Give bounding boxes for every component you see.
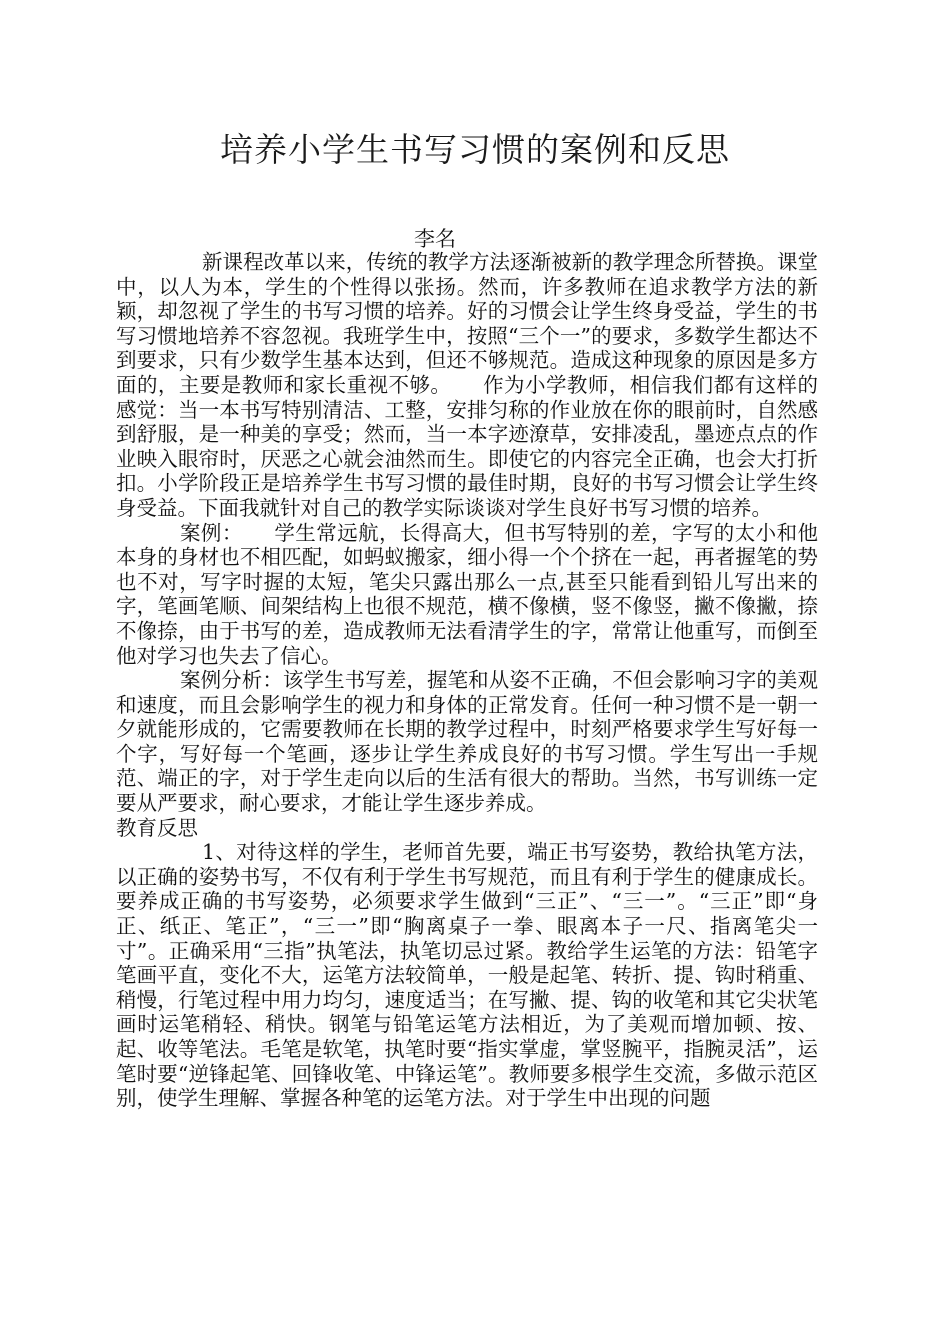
paragraph-reflection-1: 1、对待这样的学生，老师首先要，端正书写姿势，教给执笔方法，以正确的姿势书写，不仅有利于学生书写规范，而且有利于学生的健康成长。要养成正确的书写姿势，必须要求学生做到“三正”、“三一”。“三正”即“身正、纸正、笔正”，“三一”即“胸离桌子一拳、眼离本子一尺、指离笔尖一寸”。正确采用“三指”执笔法，执笔切忌过紧。教给学生运笔的方法：铅笔字笔画平直，变化不大，运笔方法较简单，一般是起笔、转折、提、钩时稍重、稍慢，行笔过程中用力均匀，速度适当；在写撇、提、钩的收笔和其它尖状笔画时运笔稍轻、稍快。钢笔与铅笔运笔方法相近，为了美观而增加顿、按、起、收等笔法。毛笔是软笔，执笔时要“指实掌虚，掌竖腕平，指腕灵活”，运笔时要“逆锋起笔、回锋收笔、中锋运笔”。教师要多根学生交流，多做示范区别，使学生理解、掌握各种笔的运笔方法。对于学生中出现的问题 bbox=[116, 840, 818, 1111]
paragraph-case-analysis: 案例分析：该学生书写差，握笔和从姿不正确，不但会影响习字的美观和速度，而且会影响学生的视力和身体的正常发育。任何一种习惯不是一朝一夕就能形成的，它需要教师在长期的教学过程中，时刻严格要求学生写好每一个字，写好每一个笔画，逐步让学生养成良好的书写习惯。学生写出一手规范、端正的字，对于学生走向以后的生活有很大的帮助。当然，书写训练一定要从严要求，耐心要求，才能让学生逐步养成。 bbox=[116, 668, 818, 816]
document-title: 培养小学生书写习惯的案例和反思 bbox=[220, 130, 730, 169]
section-heading-reflection: 教育反思 bbox=[116, 815, 198, 840]
author-name: 李名 bbox=[414, 227, 456, 251]
document-body bbox=[116, 250, 818, 1111]
paragraph-case: 案例： 学生常远航，长得高大，但书写特别的差，字写的太小和他本身的身材也不相匹配，如蚂蚁搬家，细小得一个个挤在一起，再者握笔的势也不对，写字时握的太短，笔尖只露出那么一点,甚至只能看到铅儿写出来的字，笔画笔顺、间架结构上也很不规范，横不像横，竖不像竖，撇不像撇，捺不像捺，由于书写的差，造成教师无法看清学生的字，常常让他重写，而倒至他对学习也失去了信心。 bbox=[116, 520, 818, 668]
paragraph-intro: 新课程改革以来，传统的教学方法逐渐被新的教学理念所替换。课堂中，以人为本，学生的个性得以张扬。然而，许多教师在追求教学方法的新颖，却忽视了学生的书写习惯的培养。好的习惯会让学生终身受益，学生的书写习惯地培养不容忽视。我班学生中，按照“三个一”的要求，多数学生都达不到要求，只有少数学生基本达到，但还不够规范。造成这种现象的原因是多方面的，主要是教师和家长重视不够。 作为小学教师，相信我们都有这样的感觉：当一本书写特别清洁、工整，安排匀称的作业放在你的眼前时，自然感到舒服，是一种美的享受；然而，当一本字迹潦草，安排凌乱，墨迹点点的作业映入眼帘时，厌恶之心就会油然而生。即使它的内容完全正确，也会大打折扣。小学阶段正是培养学生书写习惯的最佳时期，良好的书写习惯会让学生终身受益。下面我就针对自己的教学实际谈谈对学生良好书写习惯的培养。 bbox=[116, 250, 818, 520]
